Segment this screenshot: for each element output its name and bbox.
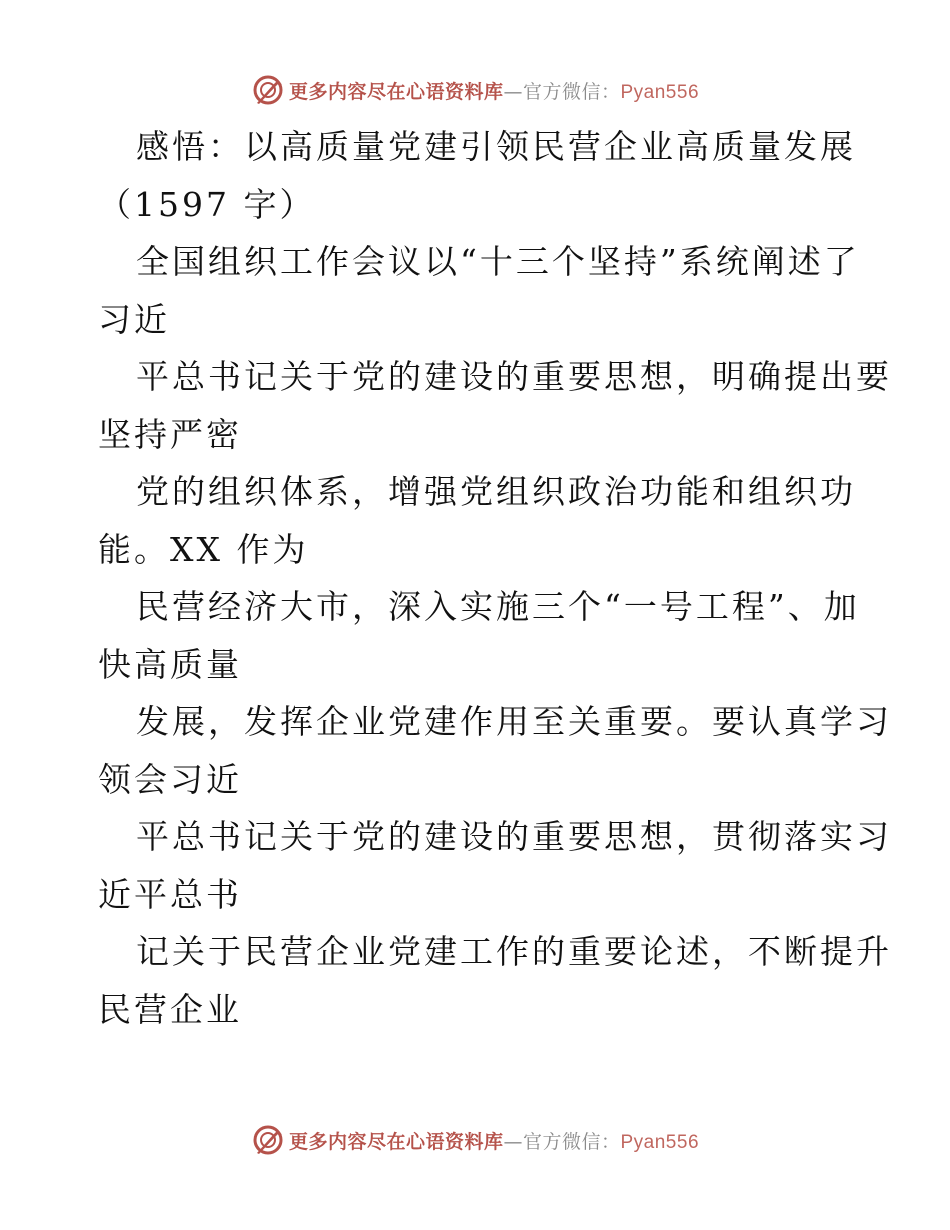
- text-line: 平总书记关于党的建设的重要思想，贯彻落实习: [136, 817, 892, 856]
- watermark-wechat-id: Pyan556: [620, 1131, 700, 1153]
- text-line: 平总书记关于党的建设的重要思想，明确提出要: [136, 357, 892, 396]
- text-line: 领会习近: [98, 759, 242, 799]
- text-line: （1597 字）: [98, 184, 316, 224]
- watermark-wechat-id: Pyan556: [620, 81, 700, 103]
- text-line: 近平总书: [98, 874, 242, 914]
- footer-watermark: [0, 1120, 950, 1160]
- text-line: 坚持严密: [98, 414, 242, 454]
- header-watermark: [0, 70, 950, 110]
- text-line: 快高质量: [98, 644, 242, 684]
- text-line: 能。XX 作为: [98, 529, 309, 569]
- text-line: 民营企业: [98, 989, 242, 1029]
- watermark-official-label: 官方微信：: [522, 1130, 621, 1153]
- text-line: 习近: [98, 299, 170, 339]
- text-line: 党的组织体系，增强党组织政治功能和组织功: [136, 472, 856, 511]
- watermark-site-text: 更多内容尽在心语资料库: [288, 1130, 504, 1153]
- text-line: 记关于民营企业党建工作的重要论述，不断提升: [136, 932, 892, 971]
- watermark-dash: —: [503, 80, 523, 103]
- watermark-official-label: 官方微信：: [522, 80, 621, 103]
- document-title: 感悟：以高质量党建引领民营企业高质量发展: [136, 127, 856, 166]
- text-line: 民营经济大市，深入实施三个“一号工程”、加: [136, 587, 860, 626]
- watermark-text: [289, 1127, 699, 1154]
- text-line: 全国组织工作会议以“十三个坚持”系统阐述了: [136, 242, 860, 281]
- watermark-dash: —: [503, 1130, 523, 1153]
- watermark-text: [289, 77, 699, 104]
- pen-logo-icon: [251, 1123, 285, 1157]
- document-body: [98, 118, 892, 1038]
- pen-logo-icon: [251, 73, 285, 107]
- text-line: 发展，发挥企业党建作用至关重要。要认真学习: [136, 702, 892, 741]
- watermark-site-text: 更多内容尽在心语资料库: [288, 80, 504, 103]
